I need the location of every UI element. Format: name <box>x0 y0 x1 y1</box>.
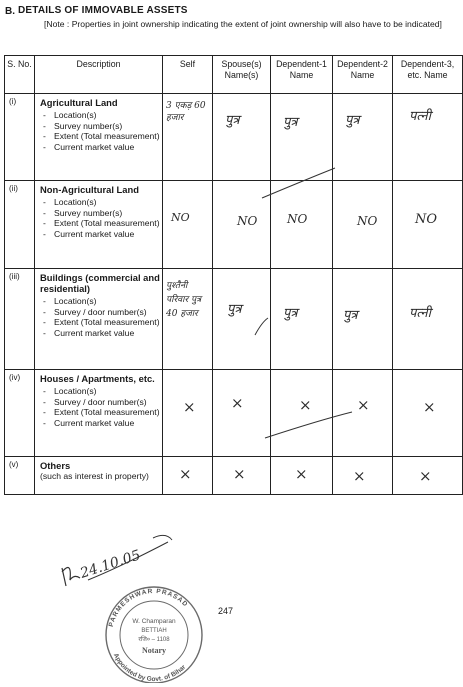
header-dependent-1: Dependent-1 Name <box>271 56 333 94</box>
header-description: Description <box>35 56 163 94</box>
handwritten-dependent-2: × <box>353 467 366 485</box>
signature <box>48 528 188 588</box>
header-dependent-3: Dependent-3, etc. Name <box>393 56 463 94</box>
notary-seal <box>98 583 210 683</box>
handwritten-dependent-2: × <box>357 396 370 414</box>
handwritten-dependent-3: × <box>423 398 436 416</box>
seal-line3: रजि० – 1108 <box>138 637 170 643</box>
handwritten-self: × <box>179 465 192 483</box>
handwritten-dependent-2: पुत्र <box>345 113 360 128</box>
handwritten-dependent-1: × <box>299 396 312 414</box>
handwritten-spouse: × <box>233 465 246 483</box>
list-item: - Extent (Total measurement) <box>40 218 162 229</box>
handwritten-dependent-1: पुत्र <box>283 115 298 130</box>
header-spouse: Spouse(s) Name(s) <box>213 56 271 94</box>
handwritten-spouse: NO <box>237 214 258 228</box>
row-category: Buildings (commercial and residential) <box>40 272 160 294</box>
section-title: DETAILS OF IMMOVABLE ASSETS <box>18 5 188 16</box>
list-item: - Current market value <box>40 229 162 240</box>
list-item: - Survey number(s) <box>40 208 162 219</box>
row-sno: (i) <box>5 94 35 181</box>
handwritten-self: NO <box>171 211 190 224</box>
header-dependent-2: Dependent-2 Name <box>333 56 393 94</box>
row-sno: (v) <box>5 457 35 495</box>
handwritten-spouse: पुत्र <box>227 302 242 317</box>
handwritten-self: 3 एकड़ 60 हजार <box>166 101 206 123</box>
row-subtitle: (such as interest in property) <box>40 471 149 481</box>
seal-name: W. Champaran <box>132 618 176 625</box>
list-item: - Current market value <box>40 418 162 429</box>
list-item: - Survey number(s) <box>40 121 162 132</box>
row-sno: (ii) <box>5 181 35 269</box>
row-category: Others <box>40 460 71 471</box>
handwritten-self: पुश्तैनी परिवार पुत्र 40 हजार <box>166 281 202 319</box>
row-sno: (iv) <box>5 370 35 457</box>
row-category: Agricultural Land <box>40 97 118 108</box>
list-item: - Extent (Total measurement) <box>40 407 162 418</box>
row-category: Non-Agricultural Land <box>40 184 139 195</box>
page-number: 247 <box>218 606 234 616</box>
section-letter: B. <box>5 6 15 17</box>
row-category: Houses / Apartments, etc. <box>40 373 155 384</box>
handwritten-dependent-3: × <box>419 467 432 485</box>
signature-date: 24.10.05 <box>78 547 143 582</box>
svg-text:Appointed by Govt. of Bihar <box>112 652 188 683</box>
handwritten-spouse: पुत्र <box>225 113 240 128</box>
handwritten-dependent-1: NO <box>287 212 308 226</box>
list-item: - Current market value <box>40 142 162 153</box>
list-item: - Survey / door number(s) <box>40 397 162 408</box>
header-sno: S. No. <box>5 56 35 94</box>
seal-title: Notary <box>142 646 166 655</box>
list-item: - Location(s) <box>40 110 162 121</box>
handwritten-dependent-2: NO <box>357 214 378 228</box>
handwritten-self: × <box>183 398 196 416</box>
handwritten-dependent-2: पुत्र <box>343 308 358 323</box>
seal-top-text: PARMESHWAR PRASAD <box>107 587 190 628</box>
handwritten-dependent-1: पुत्र <box>283 306 298 321</box>
list-item: - Location(s) <box>40 296 162 307</box>
handwritten-dependent-3: पत्नी <box>409 109 431 124</box>
handwritten-dependent-3: पत्नी <box>409 306 431 321</box>
list-item: - Extent (Total measurement) <box>40 317 162 328</box>
list-item: - Survey / door number(s) <box>40 307 162 318</box>
handwritten-dependent-1: × <box>295 465 308 483</box>
list-item: - Location(s) <box>40 197 162 208</box>
seal-line2: BETTIAH <box>141 628 167 634</box>
list-item: - Current market value <box>40 328 162 339</box>
header-self: Self <box>163 56 213 94</box>
section-note: [Note : Properties in joint ownership indicating the extent of joint ownership will also have to be indicated] <box>44 19 442 29</box>
row-sno: (iii) <box>5 269 35 370</box>
handwritten-spouse: × <box>231 394 244 412</box>
seal-bottom-text: Appointed by Govt. of Bihar <box>111 652 188 683</box>
list-item: - Location(s) <box>40 386 162 397</box>
handwritten-dependent-3: NO <box>415 212 438 227</box>
list-item: - Extent (Total measurement) <box>40 131 162 142</box>
